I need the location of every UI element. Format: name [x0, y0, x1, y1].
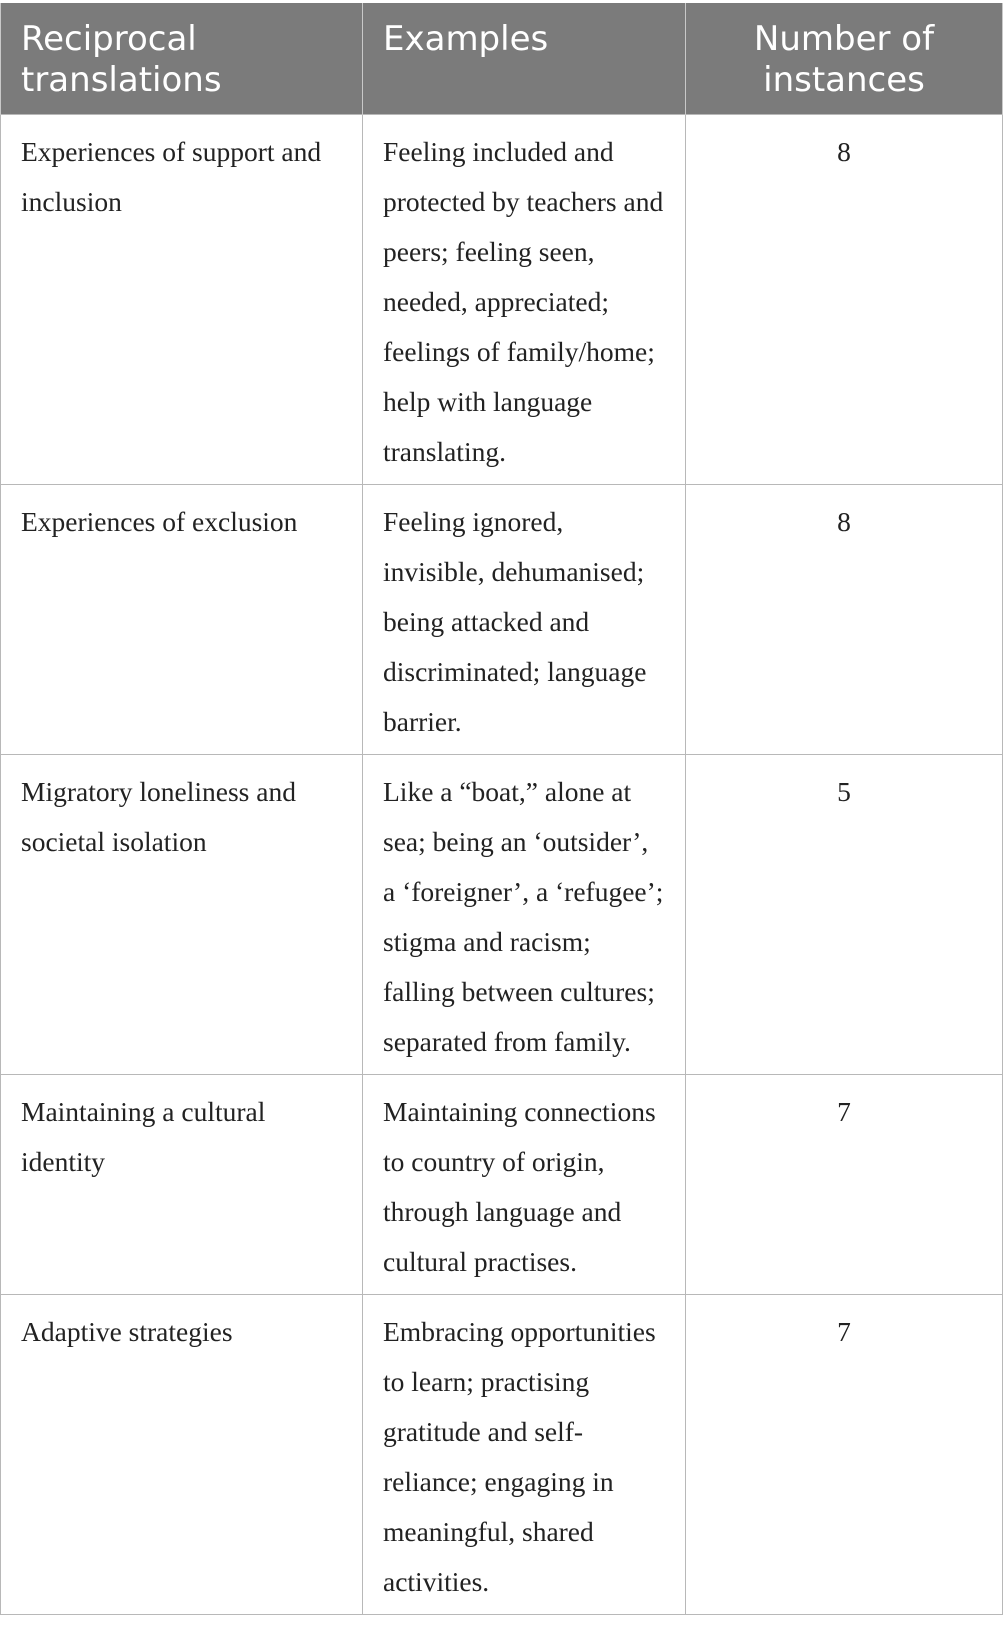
table-row: [1, 1075, 1003, 1295]
reciprocal-translations-table-container: [0, 3, 1002, 1615]
translation-cell: Experiences of exclusion: [1, 485, 363, 755]
table-header: [1, 3, 1003, 115]
header-row: [1, 3, 1003, 115]
table-row: [1, 755, 1003, 1075]
instances-cell: 7: [686, 1295, 1003, 1615]
instances-cell: 7: [686, 1075, 1003, 1295]
instances-cell: 5: [686, 755, 1003, 1075]
instances-cell: 8: [686, 115, 1003, 485]
reciprocal-translations-table: [0, 3, 1003, 1615]
header-reciprocal-translations: Reciprocal translations: [1, 3, 363, 115]
table-row: [1, 485, 1003, 755]
translation-cell: Migratory loneliness and societal isolation: [1, 755, 363, 1075]
header-number-of-instances: Number of instances: [686, 3, 1003, 115]
examples-cell: Feeling ignored, invisible, dehumanised; being attacked and discriminated; language barrier.: [363, 485, 686, 755]
examples-cell: Embracing opportunities to learn; practising gratitude and self-reliance; engaging in meaningful, shared activities.: [363, 1295, 686, 1615]
examples-cell: Like a “boat,” alone at sea; being an ‘outsider’, a ‘foreigner’, a ‘refugee’; stigma and racism; falling between cultures; separated from family.: [363, 755, 686, 1075]
translation-cell: Adaptive strategies: [1, 1295, 363, 1615]
table-body: [1, 115, 1003, 1615]
instances-cell: 8: [686, 485, 1003, 755]
table-row: [1, 1295, 1003, 1615]
translation-cell: Maintaining a cultural identity: [1, 1075, 363, 1295]
examples-cell: Maintaining connections to country of origin, through language and cultural practises.: [363, 1075, 686, 1295]
translation-cell: Experiences of support and inclusion: [1, 115, 363, 485]
examples-cell: Feeling included and protected by teachers and peers; feeling seen, needed, appreciated; feelings of family/home; help with language translating.: [363, 115, 686, 485]
table-row: [1, 115, 1003, 485]
header-examples: Examples: [363, 3, 686, 115]
